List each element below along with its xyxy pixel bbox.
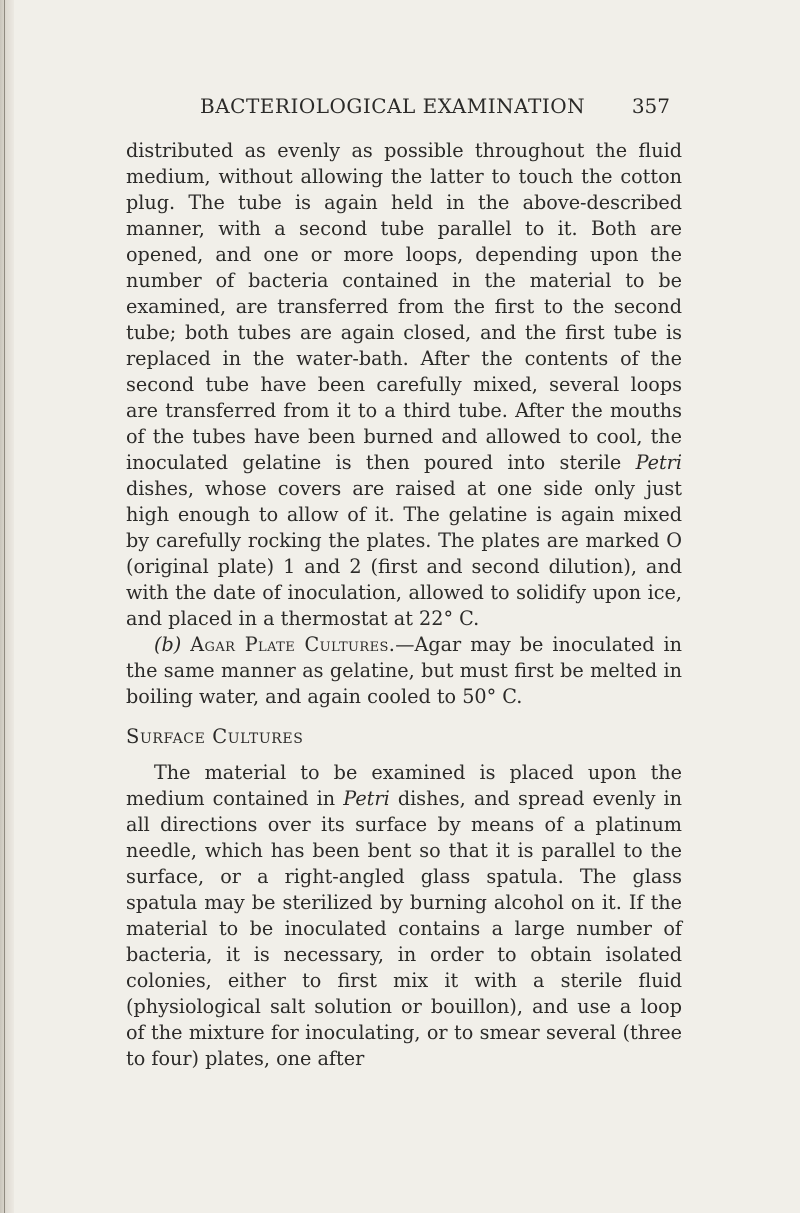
gutter-line xyxy=(4,0,5,1213)
paragraph-3 xyxy=(126,760,682,1072)
section-heading: Surface Cultures xyxy=(126,725,304,748)
paragraph-1 xyxy=(126,138,682,632)
paragraph-1-part-1: distributed as evenly as possible throughout the fluid medium, without allowing the latter to touch the cotton plug. The tube is again held in the above-described manner, with a second tube parallel to it. Both are opened, and one or more loops, depending upon the number of bacteria contained in the material to be examined, are transferred from the first to the second tube; both tubes are again closed, and the first tube is replaced in the water-bath. After the contents of the second tube have been carefully mixed, several loops are transferred from it to a third tube. After the mouths of the tubes have been burned and allowed to cool, the inoculated gelatine is then poured into sterile xyxy=(126,139,682,474)
body-text xyxy=(126,138,682,1072)
running-head: BACTERIOLOGICAL EXAMINATION xyxy=(200,94,586,118)
paragraph-2-marker: (b) xyxy=(154,633,182,656)
page-number: 357 xyxy=(631,94,670,118)
paragraph-2-body: —Agar may be inoculated in the same manner as gelatine, but must first be melted in boiling water, and again cooled to 50° C. xyxy=(126,633,683,708)
page-header xyxy=(200,94,670,124)
page-gutter xyxy=(0,0,14,1213)
paragraph-2 xyxy=(126,632,682,710)
paragraph-3-part-1: The material to be examined is placed upon the medium contained in xyxy=(126,761,682,810)
paragraph-1-part-2: dishes, whose covers are raised at one side only just high enough to allow of it. The gelatine is again mixed by carefully rocking the plates. The plates are marked O (original plate) 1 and 2 (first and second dilution), and with the date of inoculation, allowed to solidify upon ice, and placed in a thermostat at 22° C. xyxy=(126,477,682,630)
paragraph-3-part-2: dishes, and spread evenly in all directions over its surface by means of a platinum needle, which has been bent so that it is parallel to the surface, or a right-angled glass spatula. The glass spatula may be sterilized by burning alcohol on it. If the material to be inoculated contains a large number of bacteria, it is necessary, in order to obtain isolated colonies, either to first mix it with a sterile fluid (physiological salt solution or bouillon), and use a loop of the mixture for inoculating, or to smear several (three to four) plates, one after xyxy=(126,787,683,1070)
paragraph-3-italic: Petri xyxy=(343,787,390,810)
paragraph-2-title: Agar Plate Cultures. xyxy=(190,633,396,656)
paragraph-1-italic: Petri xyxy=(635,451,682,474)
